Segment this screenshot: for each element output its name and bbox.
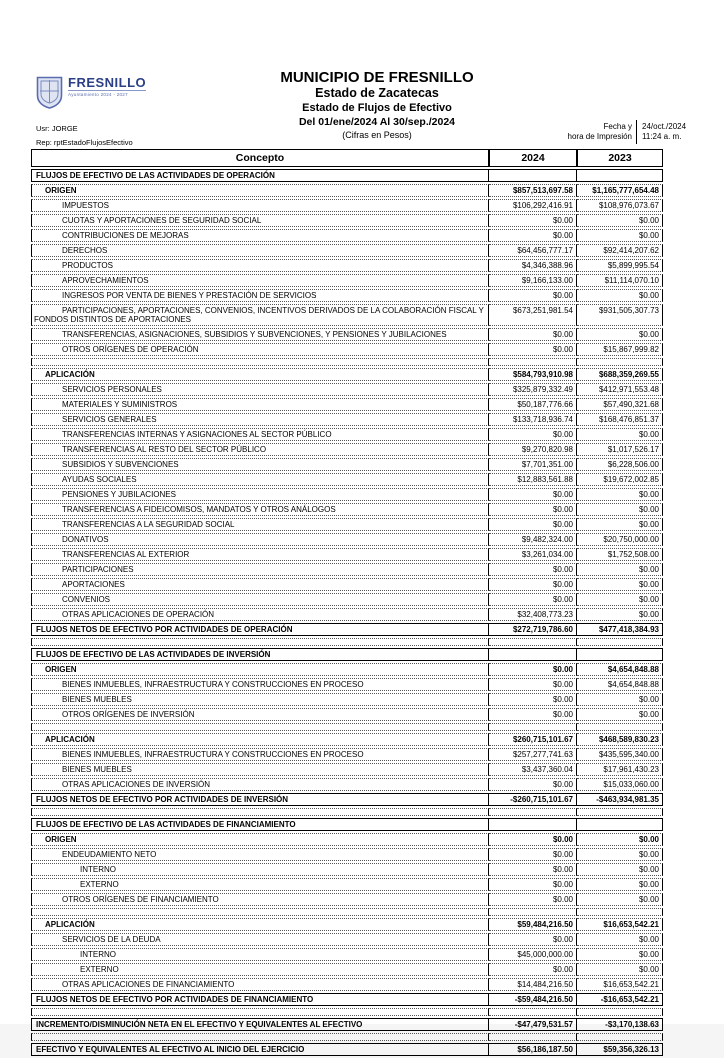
row-value-2023: $20,750,000.00 [577, 533, 663, 546]
row-value-2024: $0.00 [489, 518, 577, 531]
row-value-2023 [577, 648, 663, 661]
row-value-2023 [577, 723, 663, 731]
row-value-2024: $50,187,776.66 [489, 398, 577, 411]
cifras-note: (Cifras en Pesos) [342, 130, 412, 140]
row-value-2024: $0.00 [489, 693, 577, 706]
row-label: SUBSIDIOS Y SUBVENCIONES [31, 458, 489, 471]
row-value-2023: $931,505,307.73 [577, 304, 663, 326]
row-value-2023 [577, 818, 663, 831]
row-label: BIENES INMUEBLES, INFRAESTRUCTURA Y CONSTRUCCIONES EN PROCESO [31, 748, 489, 761]
row-label: OTRAS APLICACIONES DE OPERACIÓN [31, 608, 489, 621]
row-value-2024: $106,292,416.91 [489, 199, 577, 212]
row-value-2023: $0.00 [577, 948, 663, 961]
row-label [31, 1008, 489, 1016]
row-value-2024 [489, 1033, 577, 1041]
row-value-2023: $0.00 [577, 518, 663, 531]
row-value-2023 [577, 808, 663, 816]
row-value-2023: $1,017,526.17 [577, 443, 663, 456]
row-label: OTRAS APLICACIONES DE FINANCIAMIENTO [31, 978, 489, 991]
row-value-2023: $4,654,848.88 [577, 678, 663, 691]
row-value-2024: $14,484,216.50 [489, 978, 577, 991]
table-row [31, 244, 663, 257]
row-value-2024: $59,484,216.50 [489, 918, 577, 931]
row-value-2023: $168,476,851.37 [577, 413, 663, 426]
row-label: APLICACIÓN [31, 733, 489, 746]
table-row [31, 608, 663, 621]
row-label: SERVICIOS PERSONALES [31, 383, 489, 396]
row-value-2023: $57,490,321.68 [577, 398, 663, 411]
row-label: ORIGEN [31, 833, 489, 846]
row-value-2023: $17,961,430.23 [577, 763, 663, 776]
table-row [31, 229, 663, 242]
table-row [31, 663, 663, 676]
row-value-2024: $3,437,360.04 [489, 763, 577, 776]
row-value-2023: $0.00 [577, 863, 663, 876]
table-row [31, 1043, 663, 1056]
row-value-2024: $0.00 [489, 503, 577, 516]
row-value-2024: $0.00 [489, 933, 577, 946]
row-value-2024 [489, 723, 577, 731]
row-value-2024: $0.00 [489, 488, 577, 501]
print-datetime-block [568, 120, 700, 144]
table-row [31, 1018, 663, 1031]
row-label: TRANSFERENCIAS AL RESTO DEL SECTOR PÚBLICO [31, 443, 489, 456]
row-value-2023: $435,595,340.00 [577, 748, 663, 761]
row-value-2024: $3,261,034.00 [489, 548, 577, 561]
row-value-2023: $477,418,384.93 [577, 623, 663, 636]
row-value-2023: $4,654,848.88 [577, 663, 663, 676]
table-row [31, 863, 663, 876]
table-row [31, 848, 663, 861]
row-value-2024: $133,718,936.74 [489, 413, 577, 426]
row-value-2024: $56,186,187.50 [489, 1043, 577, 1056]
table-header-row [31, 149, 663, 167]
row-value-2023: $468,589,830.23 [577, 733, 663, 746]
row-value-2023: $5,899,995.54 [577, 259, 663, 272]
row-value-2024: $272,719,786.60 [489, 623, 577, 636]
table-row [31, 563, 663, 576]
row-value-2024: $32,408,773.23 [489, 608, 577, 621]
row-value-2023: $0.00 [577, 893, 663, 906]
row-label: TRANSFERENCIAS A FIDEICOMISOS, MANDATOS Y OTROS ANÁLOGOS [31, 503, 489, 516]
row-value-2024: $857,513,697.58 [489, 184, 577, 197]
row-value-2024: $257,277,741.63 [489, 748, 577, 761]
table-row [31, 473, 663, 486]
row-value-2024: $4,346,388.96 [489, 259, 577, 272]
table-row [31, 878, 663, 891]
row-value-2024: $0.00 [489, 778, 577, 791]
row-value-2023: -$3,170,138.63 [577, 1018, 663, 1031]
table-row [31, 593, 663, 606]
row-value-2023: $0.00 [577, 963, 663, 976]
row-value-2024: $260,715,101.67 [489, 733, 577, 746]
row-value-2024: $0.00 [489, 663, 577, 676]
table-row [31, 274, 663, 287]
row-value-2023: $0.00 [577, 693, 663, 706]
row-label: APLICACIÓN [31, 368, 489, 381]
row-value-2023: $0.00 [577, 289, 663, 302]
row-value-2024: $0.00 [489, 878, 577, 891]
row-value-2024: $0.00 [489, 863, 577, 876]
row-value-2023 [577, 908, 663, 916]
row-label [31, 808, 489, 816]
table-row [31, 289, 663, 302]
row-value-2024: $673,251,981.54 [489, 304, 577, 326]
table-row [31, 808, 663, 816]
column-header-2024: 2024 [489, 149, 577, 167]
row-value-2024 [489, 908, 577, 916]
table-row [31, 723, 663, 731]
row-label: PRODUCTOS [31, 259, 489, 272]
row-value-2024 [489, 358, 577, 366]
row-value-2024: $0.00 [489, 593, 577, 606]
row-value-2023: $6,228,506.00 [577, 458, 663, 471]
row-label: BIENES MUEBLES [31, 693, 489, 706]
shield-icon [36, 76, 63, 114]
row-value-2023: $0.00 [577, 848, 663, 861]
table-row [31, 948, 663, 961]
row-label: APORTACIONES [31, 578, 489, 591]
row-value-2023: $412,971,553.48 [577, 383, 663, 396]
row-value-2024: $0.00 [489, 833, 577, 846]
row-value-2023: $92,414,207.62 [577, 244, 663, 257]
row-value-2024 [489, 1008, 577, 1016]
column-header-concepto: Concepto [31, 149, 489, 167]
row-value-2024: $0.00 [489, 328, 577, 341]
row-value-2023: $0.00 [577, 428, 663, 441]
logo-wordmark: FRESNILLO [68, 75, 147, 90]
row-label: OTROS ORÍGENES DE OPERACIÓN [31, 343, 489, 356]
row-label: BIENES MUEBLES [31, 763, 489, 776]
row-value-2024: $0.00 [489, 214, 577, 227]
row-label: ORIGEN [31, 663, 489, 676]
row-label: ENDEUDAMIENTO NETO [31, 848, 489, 861]
table-row [31, 623, 663, 636]
table-row [31, 993, 663, 1006]
row-value-2023: $0.00 [577, 214, 663, 227]
row-value-2024: $7,701,351.00 [489, 458, 577, 471]
logo-subtitle: Ayuntamiento 2024 - 2027 [68, 90, 146, 97]
row-label: AYUDAS SOCIALES [31, 473, 489, 486]
state-subtitle: Estado de Zacatecas [315, 86, 439, 100]
row-label: CONVENIOS [31, 593, 489, 606]
table-row [31, 184, 663, 197]
cash-flow-table [31, 147, 663, 1058]
row-value-2023: $0.00 [577, 933, 663, 946]
row-label: DERECHOS [31, 244, 489, 257]
row-label: IMPUESTOS [31, 199, 489, 212]
row-value-2024: $0.00 [489, 428, 577, 441]
row-value-2024: $325,879,332.49 [489, 383, 577, 396]
table-row [31, 328, 663, 341]
print-datetime-value [636, 120, 700, 144]
row-value-2023: $11,114,070.10 [577, 274, 663, 287]
row-label: TRANSFERENCIAS, ASIGNACIONES, SUBSIDIOS Y SUBVENCIONES, Y PENSIONES Y JUBILACIONES [31, 328, 489, 341]
row-label: SERVICIOS DE LA DEUDA [31, 933, 489, 946]
table-row [31, 1008, 663, 1016]
table-row [31, 778, 663, 791]
table-row [31, 833, 663, 846]
table-row [31, 443, 663, 456]
print-time: 11:24 a. m. [642, 132, 682, 141]
row-label: BIENES INMUEBLES, INFRAESTRUCTURA Y CONSTRUCCIONES EN PROCESO [31, 678, 489, 691]
table-row [31, 748, 663, 761]
row-label [31, 1033, 489, 1041]
row-label: FLUJOS NETOS DE EFECTIVO POR ACTIVIDADES DE INVERSIÓN [31, 793, 489, 806]
row-value-2023: $16,653,542.21 [577, 918, 663, 931]
table-row [31, 458, 663, 471]
row-label: FLUJOS DE EFECTIVO DE LAS ACTIVIDADES DE INVERSIÓN [31, 648, 489, 661]
table-row [31, 533, 663, 546]
row-value-2024 [489, 169, 577, 182]
table-row [31, 693, 663, 706]
row-label: TRANSFERENCIAS INTERNAS Y ASIGNACIONES AL SECTOR PÚBLICO [31, 428, 489, 441]
table-row [31, 978, 663, 991]
row-label: PARTICIPACIONES, APORTACIONES, CONVENIOS, INCENTIVOS DERIVADOS DE LA COLABORACIÓN FISCAL Y FONDOS DISTINTOS DE APORTACIONES [31, 304, 489, 326]
row-value-2024: $0.00 [489, 343, 577, 356]
table-row [31, 578, 663, 591]
row-label: INCREMENTO/DISMINUCIÓN NETA EN EL EFECTIVO Y EQUIVALENTES AL EFECTIVO [31, 1018, 489, 1031]
row-value-2023: $15,033,060.00 [577, 778, 663, 791]
row-value-2023: $0.00 [577, 833, 663, 846]
user-label: Usr: JORGE [36, 124, 78, 133]
row-value-2024: $9,166,133.00 [489, 274, 577, 287]
row-label [31, 638, 489, 646]
row-value-2023: $1,165,777,654.48 [577, 184, 663, 197]
row-label: PARTICIPACIONES [31, 563, 489, 576]
row-value-2024 [489, 818, 577, 831]
row-value-2023: -$463,934,981.35 [577, 793, 663, 806]
table-row [31, 503, 663, 516]
row-value-2024: -$47,479,531.57 [489, 1018, 577, 1031]
row-label: EXTERNO [31, 963, 489, 976]
row-label: APLICACIÓN [31, 918, 489, 931]
row-value-2024: $12,883,561.88 [489, 473, 577, 486]
row-value-2024: $584,793,910.98 [489, 368, 577, 381]
row-label: INTERNO [31, 948, 489, 961]
row-label: INGRESOS POR VENTA DE BIENES Y PRESTACIÓN DE SERVICIOS [31, 289, 489, 302]
report-subtitle: Estado de Flujos de Efectivo [302, 102, 452, 114]
row-value-2024: -$260,715,101.67 [489, 793, 577, 806]
row-value-2023 [577, 169, 663, 182]
row-value-2024 [489, 808, 577, 816]
row-label: FLUJOS NETOS DE EFECTIVO POR ACTIVIDADES DE OPERACIÓN [31, 623, 489, 636]
row-value-2024: $9,270,820.98 [489, 443, 577, 456]
report-label: Rep: rptEstadoFlujosEfectivo [36, 138, 133, 147]
table-row [31, 763, 663, 776]
row-value-2023: $0.00 [577, 593, 663, 606]
row-label: OTROS ORÍGENES DE INVERSIÓN [31, 708, 489, 721]
row-label [31, 723, 489, 731]
table-row [31, 548, 663, 561]
table-row [31, 933, 663, 946]
row-value-2023 [577, 638, 663, 646]
row-value-2023 [577, 1008, 663, 1016]
row-value-2024: $0.00 [489, 708, 577, 721]
row-label: TRANSFERENCIAS AL EXTERIOR [31, 548, 489, 561]
table-row [31, 343, 663, 356]
row-value-2024: $0.00 [489, 963, 577, 976]
row-value-2023: $0.00 [577, 488, 663, 501]
row-value-2023: $0.00 [577, 503, 663, 516]
row-value-2024: $0.00 [489, 848, 577, 861]
table-row [31, 488, 663, 501]
row-label: PENSIONES Y JUBILACIONES [31, 488, 489, 501]
row-label: OTRAS APLICACIONES DE INVERSIÓN [31, 778, 489, 791]
row-label [31, 358, 489, 366]
row-value-2023: $0.00 [577, 229, 663, 242]
column-header-2023: 2023 [577, 149, 663, 167]
row-value-2024: $0.00 [489, 893, 577, 906]
table-row [31, 368, 663, 381]
table-row [31, 648, 663, 661]
row-value-2023: $0.00 [577, 878, 663, 891]
row-value-2023: $19,672,002.85 [577, 473, 663, 486]
row-label: OTROS ORÍGENES DE FINANCIAMIENTO [31, 893, 489, 906]
table-row [31, 169, 663, 182]
table-row [31, 259, 663, 272]
table-row [31, 199, 663, 212]
row-value-2024: -$59,484,216.50 [489, 993, 577, 1006]
row-value-2023: $0.00 [577, 608, 663, 621]
row-value-2024: $0.00 [489, 578, 577, 591]
row-label: INTERNO [31, 863, 489, 876]
row-label: TRANSFERENCIAS A LA SEGURIDAD SOCIAL [31, 518, 489, 531]
report-period: Del 01/ene/2024 Al 30/sep./2024 [298, 116, 456, 128]
row-label: FLUJOS DE EFECTIVO DE LAS ACTIVIDADES DE FINANCIAMIENTO [31, 818, 489, 831]
row-value-2023: $1,752,508.00 [577, 548, 663, 561]
page-title: MUNICIPIO DE FRESNILLO [280, 69, 474, 86]
row-label: CONTRIBUCIONES DE MEJORAS [31, 229, 489, 242]
row-label: CUOTAS Y APORTACIONES DE SEGURIDAD SOCIAL [31, 214, 489, 227]
table-row [31, 793, 663, 806]
table-row [31, 1033, 663, 1041]
table-row [31, 918, 663, 931]
row-label [31, 908, 489, 916]
table-row [31, 733, 663, 746]
table-row [31, 413, 663, 426]
row-value-2023: $108,976,073.67 [577, 199, 663, 212]
row-value-2023: $0.00 [577, 578, 663, 591]
row-value-2023: $59,356,326.13 [577, 1043, 663, 1056]
table-row [31, 678, 663, 691]
row-label: DONATIVOS [31, 533, 489, 546]
row-value-2023 [577, 1033, 663, 1041]
row-value-2024: $9,482,324.00 [489, 533, 577, 546]
row-label: MATERIALES Y SUMINISTROS [31, 398, 489, 411]
row-label: SERVICIOS GENERALES [31, 413, 489, 426]
row-value-2023 [577, 358, 663, 366]
row-value-2023: $16,653,542.21 [577, 978, 663, 991]
row-label: FLUJOS DE EFECTIVO DE LAS ACTIVIDADES DE OPERACIÓN [31, 169, 489, 182]
row-value-2023: $0.00 [577, 328, 663, 341]
row-label: EFECTIVO Y EQUIVALENTES AL EFECTIVO AL INICIO DEL EJERCICIO [31, 1043, 489, 1056]
row-value-2023: -$16,653,542.21 [577, 993, 663, 1006]
row-value-2024: $45,000,000.00 [489, 948, 577, 961]
row-value-2024: $64,456,777.17 [489, 244, 577, 257]
table-row [31, 428, 663, 441]
row-value-2024 [489, 648, 577, 661]
table-row [31, 893, 663, 906]
row-value-2024: $0.00 [489, 289, 577, 302]
row-label: ORIGEN [31, 184, 489, 197]
table-row [31, 518, 663, 531]
row-value-2023: $688,359,269.55 [577, 368, 663, 381]
table-row [31, 908, 663, 916]
row-label: APROVECHAMIENTOS [31, 274, 489, 287]
row-label: FLUJOS NETOS DE EFECTIVO POR ACTIVIDADES DE FINANCIAMIENTO [31, 993, 489, 1006]
table-row [31, 818, 663, 831]
table-row [31, 708, 663, 721]
table-row [31, 358, 663, 366]
row-value-2024: $0.00 [489, 678, 577, 691]
table-row [31, 304, 663, 326]
row-value-2024: $0.00 [489, 229, 577, 242]
row-value-2023: $0.00 [577, 708, 663, 721]
report-meta [36, 122, 133, 150]
row-value-2023: $0.00 [577, 563, 663, 576]
table-row [31, 638, 663, 646]
row-value-2024: $0.00 [489, 563, 577, 576]
table-row [31, 963, 663, 976]
table-row [31, 214, 663, 227]
print-datetime-label: Fecha y hora de Impresión [567, 122, 632, 141]
row-value-2024 [489, 638, 577, 646]
table-row [31, 383, 663, 396]
row-value-2023: $15,867,999.82 [577, 343, 663, 356]
print-date: 24/oct./2024 [642, 122, 687, 131]
table-row [31, 398, 663, 411]
row-label: EXTERNO [31, 878, 489, 891]
